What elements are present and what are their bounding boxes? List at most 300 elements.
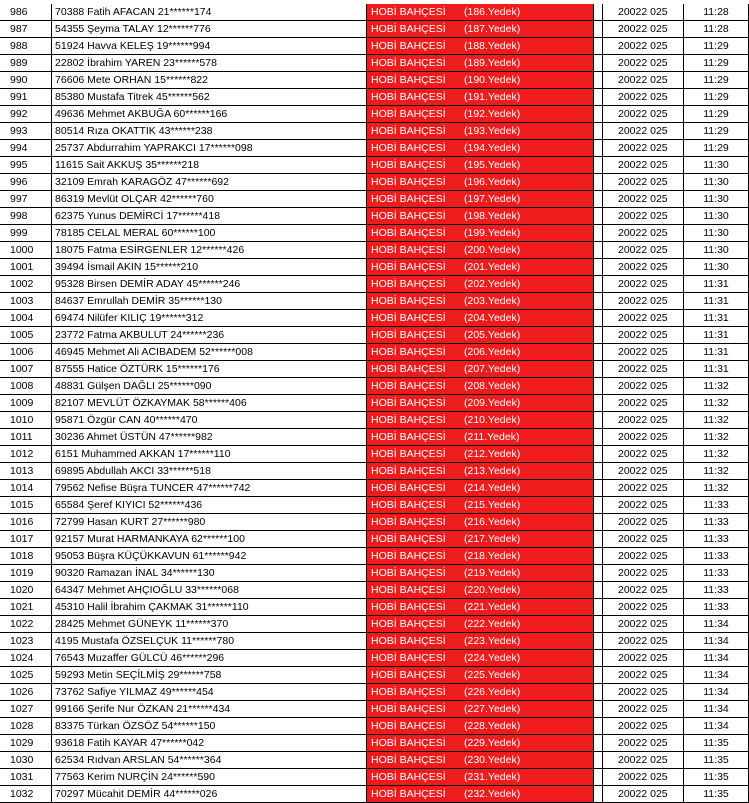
table-row bbox=[0, 616, 749, 633]
draw-time: 11:34 bbox=[684, 701, 749, 718]
lot-code: 20022 025 bbox=[602, 752, 683, 769]
reserve-order: (197.Yedek) bbox=[463, 192, 521, 205]
draw-time: 11:34 bbox=[684, 667, 749, 684]
lot-code: 20022 025 bbox=[602, 38, 683, 55]
draw-time: 11:32 bbox=[684, 429, 749, 446]
table-row bbox=[0, 667, 749, 684]
row-number: 1019 bbox=[0, 565, 52, 582]
category-cell bbox=[366, 361, 593, 378]
column-gap bbox=[594, 21, 603, 38]
reserve-order: (191.Yedek) bbox=[463, 90, 521, 103]
row-number: 1008 bbox=[0, 378, 52, 395]
category-cell bbox=[366, 208, 593, 225]
category-cell bbox=[366, 667, 593, 684]
lot-code: 20022 025 bbox=[602, 480, 683, 497]
row-number: 1002 bbox=[0, 276, 52, 293]
applicant-name: 23772 Fatma AKBULUT 24******236 bbox=[52, 327, 367, 344]
column-gap bbox=[594, 191, 603, 208]
category-label: HOBİ BAHÇESİ bbox=[370, 90, 446, 103]
table-row bbox=[0, 242, 749, 259]
category-label: HOBİ BAHÇESİ bbox=[370, 464, 446, 477]
draw-time: 11:29 bbox=[684, 55, 749, 72]
category-cell bbox=[366, 106, 593, 123]
applicant-name: 82107 MEVLÜT ÖZKAYMAK 58******406 bbox=[52, 395, 367, 412]
lot-code: 20022 025 bbox=[602, 701, 683, 718]
applicant-name: 30236 Ahmet ÜSTÜN 47******982 bbox=[52, 429, 367, 446]
category-cell bbox=[366, 157, 593, 174]
column-gap bbox=[594, 531, 603, 548]
applicant-name: 18075 Fatma ESİRGENLER 12******426 bbox=[52, 242, 367, 259]
row-number: 1030 bbox=[0, 752, 52, 769]
reserve-order: (192.Yedek) bbox=[463, 107, 521, 120]
category-label: HOBİ BAHÇESİ bbox=[370, 787, 446, 800]
applicant-name: 85380 Mustafa Titrek 45******562 bbox=[52, 89, 367, 106]
reserve-order: (208.Yedek) bbox=[463, 379, 521, 392]
reserve-order: (216.Yedek) bbox=[463, 515, 521, 528]
category-label: HOBİ BAHÇESİ bbox=[370, 498, 446, 511]
category-cell bbox=[366, 718, 593, 735]
lot-code: 20022 025 bbox=[602, 276, 683, 293]
column-gap bbox=[594, 242, 603, 259]
column-gap bbox=[594, 378, 603, 395]
table-row bbox=[0, 769, 749, 786]
lot-code: 20022 025 bbox=[602, 208, 683, 225]
applicant-name: 93618 Fatih KAYAR 47******042 bbox=[52, 735, 367, 752]
draw-time: 11:29 bbox=[684, 140, 749, 157]
category-label: HOBİ BAHÇESİ bbox=[370, 243, 446, 256]
column-gap bbox=[594, 174, 603, 191]
row-number: 997 bbox=[0, 191, 52, 208]
applicant-name: 83375 Türkan ÖZSÖZ 54******150 bbox=[52, 718, 367, 735]
table-row bbox=[0, 531, 749, 548]
reserve-order: (200.Yedek) bbox=[463, 243, 521, 256]
column-gap bbox=[594, 157, 603, 174]
lot-code: 20022 025 bbox=[602, 786, 683, 803]
table-row bbox=[0, 191, 749, 208]
table-row bbox=[0, 225, 749, 242]
reserve-order: (212.Yedek) bbox=[463, 447, 521, 460]
category-label: HOBİ BAHÇESİ bbox=[370, 447, 446, 460]
category-label: HOBİ BAHÇESİ bbox=[370, 549, 446, 562]
category-cell bbox=[366, 4, 593, 21]
lot-code: 20022 025 bbox=[602, 616, 683, 633]
table-row bbox=[0, 89, 749, 106]
lot-code: 20022 025 bbox=[602, 582, 683, 599]
category-cell bbox=[366, 531, 593, 548]
row-number: 1026 bbox=[0, 684, 52, 701]
row-number: 1004 bbox=[0, 310, 52, 327]
row-number: 1023 bbox=[0, 633, 52, 650]
lot-code: 20022 025 bbox=[602, 548, 683, 565]
reserve-order: (199.Yedek) bbox=[463, 226, 521, 239]
reserve-order: (196.Yedek) bbox=[463, 175, 521, 188]
table-row bbox=[0, 412, 749, 429]
reserve-order: (218.Yedek) bbox=[463, 549, 521, 562]
column-gap bbox=[594, 735, 603, 752]
applicant-name: 86319 Mevlüt OLÇAR 42******760 bbox=[52, 191, 367, 208]
applicant-name: 62375 Yunus DEMİRCİ 17******418 bbox=[52, 208, 367, 225]
lot-code: 20022 025 bbox=[602, 667, 683, 684]
reserve-order: (209.Yedek) bbox=[463, 396, 521, 409]
reserve-order: (201.Yedek) bbox=[463, 260, 521, 273]
category-cell bbox=[366, 480, 593, 497]
lot-code: 20022 025 bbox=[602, 429, 683, 446]
reserve-order: (203.Yedek) bbox=[463, 294, 521, 307]
lot-code: 20022 025 bbox=[602, 106, 683, 123]
lot-code: 20022 025 bbox=[602, 378, 683, 395]
applicant-name: 80514 Rıza OKATTIK 43******238 bbox=[52, 123, 367, 140]
applicant-name: 4195 Mustafa ÖZSELÇUK 11******780 bbox=[52, 633, 367, 650]
column-gap bbox=[594, 140, 603, 157]
draw-time: 11:34 bbox=[684, 718, 749, 735]
category-label: HOBİ BAHÇESİ bbox=[370, 294, 446, 307]
applicant-name: 64347 Mehmet AHÇIOĞLU 33******068 bbox=[52, 582, 367, 599]
applicant-name: 78185 CELAL MERAL 60******100 bbox=[52, 225, 367, 242]
draw-time: 11:34 bbox=[684, 684, 749, 701]
table-row bbox=[0, 174, 749, 191]
reserve-order: (228.Yedek) bbox=[463, 719, 521, 732]
table-row bbox=[0, 293, 749, 310]
lot-code: 20022 025 bbox=[602, 344, 683, 361]
draw-time: 11:35 bbox=[684, 786, 749, 803]
reserve-order: (194.Yedek) bbox=[463, 141, 521, 154]
row-number: 1005 bbox=[0, 327, 52, 344]
category-cell bbox=[366, 429, 593, 446]
applicant-name: 39494 İsmail AKIN 15******210 bbox=[52, 259, 367, 276]
column-gap bbox=[594, 463, 603, 480]
row-number: 993 bbox=[0, 123, 52, 140]
category-cell bbox=[366, 344, 593, 361]
lot-code: 20022 025 bbox=[602, 123, 683, 140]
table-row bbox=[0, 650, 749, 667]
category-label: HOBİ BAHÇESİ bbox=[370, 345, 446, 358]
table-row bbox=[0, 378, 749, 395]
column-gap bbox=[594, 633, 603, 650]
lot-code: 20022 025 bbox=[602, 157, 683, 174]
category-cell bbox=[366, 684, 593, 701]
row-number: 995 bbox=[0, 157, 52, 174]
category-cell bbox=[366, 497, 593, 514]
applicant-name: 54355 Şeyma TALAY 12******776 bbox=[52, 21, 367, 38]
lot-code: 20022 025 bbox=[602, 293, 683, 310]
table-row bbox=[0, 395, 749, 412]
category-label: HOBİ BAHÇESİ bbox=[370, 719, 446, 732]
row-number: 1025 bbox=[0, 667, 52, 684]
category-label: HOBİ BAHÇESİ bbox=[370, 362, 446, 375]
category-cell bbox=[366, 378, 593, 395]
category-label: HOBİ BAHÇESİ bbox=[370, 73, 446, 86]
reserve-order: (227.Yedek) bbox=[463, 702, 521, 715]
draw-time: 11:28 bbox=[684, 4, 749, 21]
category-label: HOBİ BAHÇESİ bbox=[370, 600, 446, 613]
category-cell bbox=[366, 293, 593, 310]
row-number: 1007 bbox=[0, 361, 52, 378]
column-gap bbox=[594, 514, 603, 531]
applicant-name: 46945 Mehmet Ali ACIBADEM 52******008 bbox=[52, 344, 367, 361]
results-table bbox=[0, 4, 749, 803]
draw-time: 11:33 bbox=[684, 582, 749, 599]
table-row bbox=[0, 582, 749, 599]
row-number: 1027 bbox=[0, 701, 52, 718]
row-number: 1012 bbox=[0, 446, 52, 463]
applicant-name: 48831 Gülşen DAĞLI 25******090 bbox=[52, 378, 367, 395]
category-cell bbox=[366, 786, 593, 803]
row-number: 1020 bbox=[0, 582, 52, 599]
draw-time: 11:32 bbox=[684, 480, 749, 497]
reserve-order: (223.Yedek) bbox=[463, 634, 521, 647]
column-gap bbox=[594, 565, 603, 582]
row-number: 1003 bbox=[0, 293, 52, 310]
table-row bbox=[0, 565, 749, 582]
draw-time: 11:34 bbox=[684, 650, 749, 667]
lot-code: 20022 025 bbox=[602, 497, 683, 514]
row-number: 988 bbox=[0, 38, 52, 55]
column-gap bbox=[594, 259, 603, 276]
table-row bbox=[0, 361, 749, 378]
lot-code: 20022 025 bbox=[602, 446, 683, 463]
reserve-order: (206.Yedek) bbox=[463, 345, 521, 358]
row-number: 1024 bbox=[0, 650, 52, 667]
column-gap bbox=[594, 72, 603, 89]
lot-code: 20022 025 bbox=[602, 565, 683, 582]
row-number: 996 bbox=[0, 174, 52, 191]
category-cell bbox=[366, 565, 593, 582]
reserve-order: (224.Yedek) bbox=[463, 651, 521, 664]
lot-code: 20022 025 bbox=[602, 310, 683, 327]
category-cell bbox=[366, 191, 593, 208]
column-gap bbox=[594, 395, 603, 412]
reserve-order: (230.Yedek) bbox=[463, 753, 521, 766]
reserve-order: (207.Yedek) bbox=[463, 362, 521, 375]
draw-time: 11:29 bbox=[684, 106, 749, 123]
table-row bbox=[0, 514, 749, 531]
table-row bbox=[0, 786, 749, 803]
reserve-order: (213.Yedek) bbox=[463, 464, 521, 477]
applicant-name: 59293 Metin SEÇİLMİŞ 29******758 bbox=[52, 667, 367, 684]
table-row bbox=[0, 718, 749, 735]
column-gap bbox=[594, 650, 603, 667]
column-gap bbox=[594, 446, 603, 463]
reserve-order: (211.Yedek) bbox=[463, 430, 520, 443]
lot-code: 20022 025 bbox=[602, 89, 683, 106]
row-number: 1014 bbox=[0, 480, 52, 497]
reserve-order: (195.Yedek) bbox=[463, 158, 521, 171]
category-label: HOBİ BAHÇESİ bbox=[370, 328, 446, 341]
category-label: HOBİ BAHÇESİ bbox=[370, 515, 446, 528]
table-row bbox=[0, 701, 749, 718]
row-number: 1032 bbox=[0, 786, 52, 803]
category-cell bbox=[366, 225, 593, 242]
row-number: 1010 bbox=[0, 412, 52, 429]
row-number: 1016 bbox=[0, 514, 52, 531]
column-gap bbox=[594, 701, 603, 718]
category-label: HOBİ BAHÇESİ bbox=[370, 481, 446, 494]
category-label: HOBİ BAHÇESİ bbox=[370, 5, 446, 18]
category-cell bbox=[366, 582, 593, 599]
applicant-name: 32109 Emrah KARAGÖZ 47******692 bbox=[52, 174, 367, 191]
reserve-order: (229.Yedek) bbox=[463, 736, 521, 749]
column-gap bbox=[594, 548, 603, 565]
reserve-order: (205.Yedek) bbox=[463, 328, 521, 341]
category-label: HOBİ BAHÇESİ bbox=[370, 192, 446, 205]
column-gap bbox=[594, 123, 603, 140]
table-row bbox=[0, 55, 749, 72]
table-row bbox=[0, 548, 749, 565]
applicant-name: 95328 Birsen DEMİR ADAY 45******246 bbox=[52, 276, 367, 293]
lot-code: 20022 025 bbox=[602, 514, 683, 531]
applicant-name: 92157 Murat HARMANKAYA 62******100 bbox=[52, 531, 367, 548]
applicant-name: 62534 Rıdvan ARSLAN 54******364 bbox=[52, 752, 367, 769]
draw-time: 11:35 bbox=[684, 735, 749, 752]
category-label: HOBİ BAHÇESİ bbox=[370, 175, 446, 188]
category-cell bbox=[366, 463, 593, 480]
applicant-name: 95053 Büşra KÜÇÜKKAVUN 61******942 bbox=[52, 548, 367, 565]
row-number: 1000 bbox=[0, 242, 52, 259]
draw-time: 11:31 bbox=[684, 327, 749, 344]
lot-code: 20022 025 bbox=[602, 174, 683, 191]
category-cell bbox=[366, 412, 593, 429]
draw-time: 11:35 bbox=[684, 769, 749, 786]
reserve-order: (232.Yedek) bbox=[463, 787, 521, 800]
lot-code: 20022 025 bbox=[602, 531, 683, 548]
applicant-name: 51924 Havva KELEŞ 19******994 bbox=[52, 38, 367, 55]
applicant-name: 6151 Muhammed AKKAN 17******110 bbox=[52, 446, 367, 463]
applicant-name: 76606 Mete ORHAN 15******822 bbox=[52, 72, 367, 89]
draw-time: 11:32 bbox=[684, 395, 749, 412]
applicant-name: 73762 Safiye YILMAZ 49******454 bbox=[52, 684, 367, 701]
category-label: HOBİ BAHÇESİ bbox=[370, 56, 446, 69]
column-gap bbox=[594, 786, 603, 803]
category-cell bbox=[366, 21, 593, 38]
draw-time: 11:33 bbox=[684, 599, 749, 616]
category-cell bbox=[366, 752, 593, 769]
column-gap bbox=[594, 667, 603, 684]
category-cell bbox=[366, 514, 593, 531]
reserve-order: (222.Yedek) bbox=[463, 617, 521, 630]
applicant-name: 69474 Nilüfer KILIÇ 19******312 bbox=[52, 310, 367, 327]
lot-code: 20022 025 bbox=[602, 735, 683, 752]
lot-code: 20022 025 bbox=[602, 412, 683, 429]
applicant-name: 45310 Halil İbrahim ÇAKMAK 31******110 bbox=[52, 599, 367, 616]
column-gap bbox=[594, 718, 603, 735]
reserve-order: (215.Yedek) bbox=[463, 498, 521, 511]
category-label: HOBİ BAHÇESİ bbox=[370, 583, 446, 596]
reserve-order: (231.Yedek) bbox=[463, 770, 521, 783]
draw-time: 11:30 bbox=[684, 157, 749, 174]
category-cell bbox=[366, 259, 593, 276]
category-cell bbox=[366, 446, 593, 463]
applicant-name: 87555 Hatice ÖZTÜRK 15******176 bbox=[52, 361, 367, 378]
draw-time: 11:31 bbox=[684, 276, 749, 293]
draw-time: 11:29 bbox=[684, 89, 749, 106]
category-cell bbox=[366, 72, 593, 89]
row-number: 1013 bbox=[0, 463, 52, 480]
category-label: HOBİ BAHÇESİ bbox=[370, 124, 446, 137]
column-gap bbox=[594, 89, 603, 106]
lot-code: 20022 025 bbox=[602, 259, 683, 276]
column-gap bbox=[594, 616, 603, 633]
column-gap bbox=[594, 225, 603, 242]
column-gap bbox=[594, 344, 603, 361]
category-cell bbox=[366, 327, 593, 344]
category-label: HOBİ BAHÇESİ bbox=[370, 226, 446, 239]
category-cell bbox=[366, 395, 593, 412]
category-label: HOBİ BAHÇESİ bbox=[370, 209, 446, 222]
column-gap bbox=[594, 769, 603, 786]
column-gap bbox=[594, 599, 603, 616]
row-number: 999 bbox=[0, 225, 52, 242]
row-number: 1029 bbox=[0, 735, 52, 752]
reserve-order: (190.Yedek) bbox=[463, 73, 521, 86]
draw-time: 11:33 bbox=[684, 497, 749, 514]
draw-time: 11:34 bbox=[684, 633, 749, 650]
column-gap bbox=[594, 412, 603, 429]
lot-code: 20022 025 bbox=[602, 242, 683, 259]
row-number: 989 bbox=[0, 55, 52, 72]
column-gap bbox=[594, 208, 603, 225]
reserve-order: (204.Yedek) bbox=[463, 311, 521, 324]
column-gap bbox=[594, 480, 603, 497]
category-label: HOBİ BAHÇESİ bbox=[370, 311, 446, 324]
reserve-order: (221.Yedek) bbox=[463, 600, 521, 613]
column-gap bbox=[594, 310, 603, 327]
column-gap bbox=[594, 684, 603, 701]
row-number: 1009 bbox=[0, 395, 52, 412]
reserve-order: (202.Yedek) bbox=[463, 277, 521, 290]
row-number: 1022 bbox=[0, 616, 52, 633]
category-cell bbox=[366, 616, 593, 633]
lot-code: 20022 025 bbox=[602, 650, 683, 667]
applicant-name: 70388 Fatih AFACAN 21******174 bbox=[52, 4, 367, 21]
reserve-order: (214.Yedek) bbox=[463, 481, 521, 494]
applicant-name: 72799 Hasan KURT 27******980 bbox=[52, 514, 367, 531]
reserve-order: (189.Yedek) bbox=[463, 56, 521, 69]
category-label: HOBİ BAHÇESİ bbox=[370, 685, 446, 698]
draw-time: 11:33 bbox=[684, 531, 749, 548]
applicant-name: 69895 Abdullah AKCI 33******518 bbox=[52, 463, 367, 480]
table-row bbox=[0, 157, 749, 174]
category-cell bbox=[366, 242, 593, 259]
draw-time: 11:31 bbox=[684, 310, 749, 327]
draw-time: 11:33 bbox=[684, 565, 749, 582]
category-cell bbox=[366, 633, 593, 650]
column-gap bbox=[594, 582, 603, 599]
lot-code: 20022 025 bbox=[602, 769, 683, 786]
draw-time: 11:29 bbox=[684, 72, 749, 89]
table-row bbox=[0, 735, 749, 752]
draw-time: 11:30 bbox=[684, 174, 749, 191]
row-number: 1028 bbox=[0, 718, 52, 735]
column-gap bbox=[594, 4, 603, 21]
row-number: 990 bbox=[0, 72, 52, 89]
lot-code: 20022 025 bbox=[602, 140, 683, 157]
table-row bbox=[0, 327, 749, 344]
category-cell bbox=[366, 174, 593, 191]
category-label: HOBİ BAHÇESİ bbox=[370, 634, 446, 647]
table-row bbox=[0, 463, 749, 480]
applicant-name: 65584 Şeref KIYICI 52******436 bbox=[52, 497, 367, 514]
category-cell bbox=[366, 769, 593, 786]
table-row bbox=[0, 344, 749, 361]
lot-code: 20022 025 bbox=[602, 599, 683, 616]
lot-code: 20022 025 bbox=[602, 55, 683, 72]
draw-time: 11:34 bbox=[684, 616, 749, 633]
category-label: HOBİ BAHÇESİ bbox=[370, 617, 446, 630]
category-label: HOBİ BAHÇESİ bbox=[370, 770, 446, 783]
draw-time: 11:32 bbox=[684, 378, 749, 395]
row-number: 992 bbox=[0, 106, 52, 123]
column-gap bbox=[594, 38, 603, 55]
